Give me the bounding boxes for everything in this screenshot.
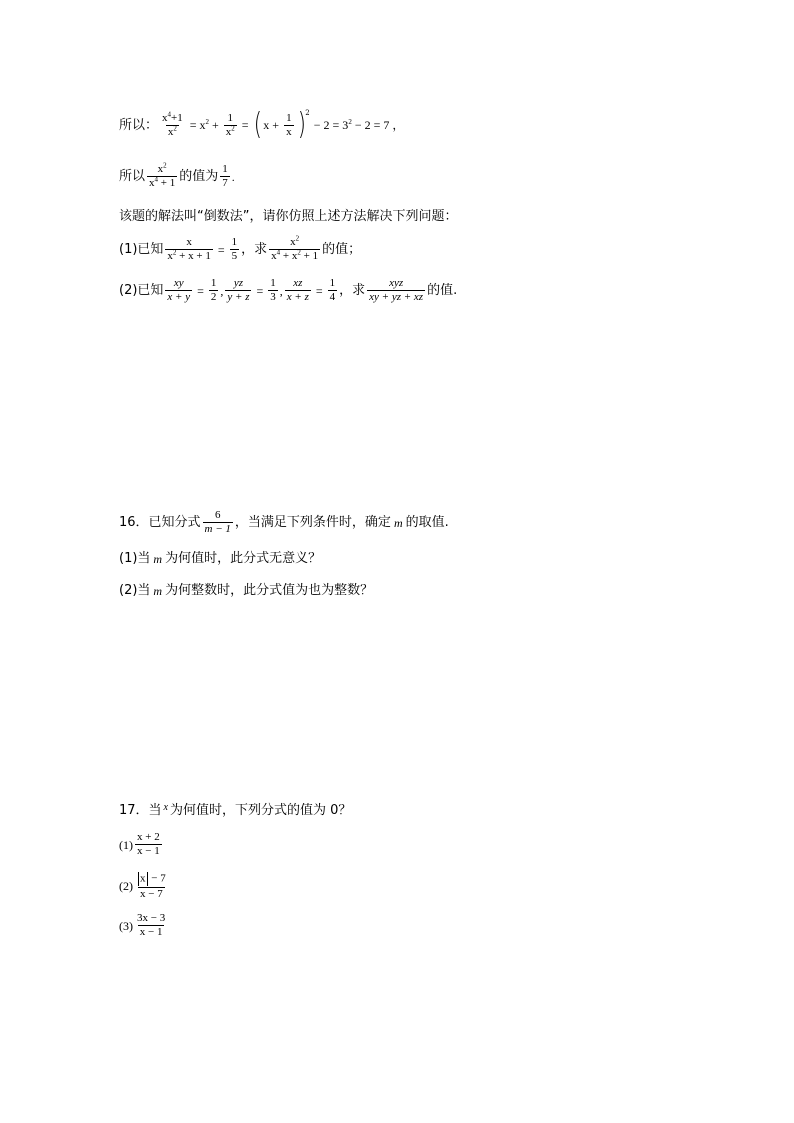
f1-den-exp: 2 [173,123,177,132]
f4-den-exp: 4 [154,175,159,184]
q15-1-f-num: x [186,236,192,248]
b-num: yz [233,277,244,289]
eq1: = [197,283,204,298]
tail-1: − 2 = 3 [313,118,349,132]
q16-number: 16．已知分式 [119,515,201,530]
f5-num: 1 [222,163,228,175]
f4-den: x [149,177,155,189]
intro-equation-line: 所以： $\frac{x^4+1}{x^2}$ = $x^2$ + $\frac{1}{x^2}$ = ( x + $\frac{1}{x}$ ) 2 − $2 = 3^2 - 2 = 7$ ， [119,107,405,142]
paren-x: x [263,118,270,132]
q17-part3 [119,913,169,938]
q15-1-r-den: 5 [231,250,238,262]
q16-part1 [119,552,321,565]
q17-p2-fraction [135,872,168,900]
f4-num: x [157,163,164,175]
f3-den: x [286,125,292,138]
q15-part2 [119,278,457,303]
q16-p1-a: (1)当 [119,551,151,566]
c-val-den: 4 [329,291,336,303]
eq2: = [256,283,264,298]
q17-p3-label: (3) [119,918,133,933]
method-text: 该题的解法叫“倒数法”，请你仿照上述方法解决下列问题： [119,209,458,224]
q16-p2-var: m [153,583,163,598]
q15-1-g-den-a: x [271,250,277,262]
q15-1-target [269,234,320,262]
q17-p3-num: 3x − 3 [137,912,166,924]
f2-den-exp: 2 [231,123,235,132]
period: . [231,169,235,184]
f3-num: 1 [286,111,292,124]
intro-fraction-2 [224,113,237,138]
q15-1-tail: 的值； [322,242,362,257]
q17-p1-den: x − 1 [137,845,160,857]
f1-num-exp: 4 [167,109,172,118]
value-text: 的值为 [179,169,219,184]
f4-num-exp: 2 [163,161,167,170]
intro-fraction-3 [284,113,294,138]
q15-1-g-den-a-exp: 4 [276,248,281,257]
result-fraction [147,161,177,189]
q15-1-fraction [165,237,212,262]
result-prefix: 所以 [119,169,146,184]
right-paren: ) [297,107,306,142]
f5-den: 7 [222,177,228,189]
q15-2-frac-a [165,278,192,303]
sep2: , [279,283,283,298]
q17-p1-label: (1) [119,837,133,852]
q16-p2-b: 为何整数时，此分式值为也为整数？ [165,583,374,598]
intro-result-line [119,161,235,189]
term-x: x [199,118,206,132]
q15-1-den-a: x [167,250,173,262]
q17-p2-num-var: x [140,872,146,885]
q17-text: 为何值时，下列分式的值为 0？ [170,803,352,818]
q15-1-den-exp: 2 [172,248,177,257]
a-val-den: 2 [210,291,217,303]
d-den: xy + yz + xz [369,291,424,303]
q15-2-frac-b [225,278,251,303]
q15-1-den-rest: + x + 1 [179,250,211,262]
value-fraction [220,164,230,189]
q17-p2-label: (2) [119,879,133,893]
q17-p2-num-rest: − 7 [151,872,166,885]
q17-number: 17．当 [119,803,162,818]
c-num: xz [293,277,303,289]
q15-2-val-b [268,278,278,303]
q16-f-num: 6 [214,509,221,521]
abs-bar-right [147,872,148,886]
f2-num: 1 [227,111,234,124]
q17-p1-fraction [135,832,162,857]
tail-exp: 2 [348,118,352,126]
f1-num-rest: +1 [171,111,183,124]
q15-1-ask: ，求 [241,242,268,257]
c-den: x + z [286,291,309,303]
q16-p2-a: (2)当 [119,583,151,598]
intro-prefix: 所以： [119,117,159,133]
q15-1-g-den-rest: + 1 [303,250,319,262]
q16-part2 [119,584,373,597]
b-den: y + z [227,291,250,303]
q15-2-frac-c [285,278,311,303]
left-paren: ( [253,107,262,142]
q15-part1 [119,234,362,262]
a-den: x + y [167,291,191,303]
plus-sign: + [212,118,219,132]
q15-2-val-a [209,278,219,303]
f2-den: x [225,125,232,138]
q16-fraction [203,510,233,535]
q15-2-tail: 的值. [427,283,458,298]
plus-sign-2: + [272,118,280,132]
c-val-num: 1 [329,277,336,289]
q17-p3-den: x − 1 [139,926,163,938]
term-exp: 2 [205,118,210,126]
q15-2-val-c [328,278,338,303]
f4-den-rest: + 1 [160,177,176,189]
q17-p1-num: x + 2 [137,831,160,843]
q17-part2 [119,872,170,900]
b-val-den: 3 [270,291,276,303]
q17-question [119,801,352,818]
q15-2-target [367,278,425,303]
eq3: = [315,283,323,298]
q15-1-eq: = [217,242,225,257]
q16-text: ，当满足下列条件时，确定 [234,515,391,530]
q17-var: x [163,801,168,813]
abs-bar-left [138,872,139,886]
q15-1-g-den-mid-exp: 2 [297,248,301,257]
q17-part1 [119,832,164,857]
q17-p2-den: x − 7 [140,888,163,900]
q16-p1-var: m [153,551,163,566]
f1-den: x [167,125,174,138]
a-num: xy [173,277,184,289]
q17-p3-fraction [135,913,167,938]
q16-p1-b: 为何值时，此分式无意义？ [165,551,322,566]
q16-var: m [393,515,403,530]
equals-sign: = [189,118,197,132]
q15-1-label: (1)已知 [119,242,164,257]
q15-1-g-num-exp: 2 [295,234,300,243]
a-val-num: 1 [210,277,217,289]
q15-2-ask: ，求 [339,283,366,298]
f1-num: x [162,111,168,124]
intro-fraction-1 [160,109,185,138]
d-num: xyz [389,277,404,289]
tail-2: − 2 = 7 ， [354,118,405,132]
q16-text2: 的取值. [405,515,449,530]
q16-question [119,510,449,535]
b-val-num: 1 [270,277,276,289]
q15-1-g-num: x [290,236,296,248]
q16-f-den: m − 1 [204,523,231,535]
equals-sign-2: = [241,118,249,132]
q15-1-g-den-mid: + x [282,250,298,262]
q15-2-label: (2)已知 [119,283,164,298]
q15-1-r-num: 1 [231,236,238,248]
sep1: , [220,283,224,298]
q15-1-value [230,237,240,262]
